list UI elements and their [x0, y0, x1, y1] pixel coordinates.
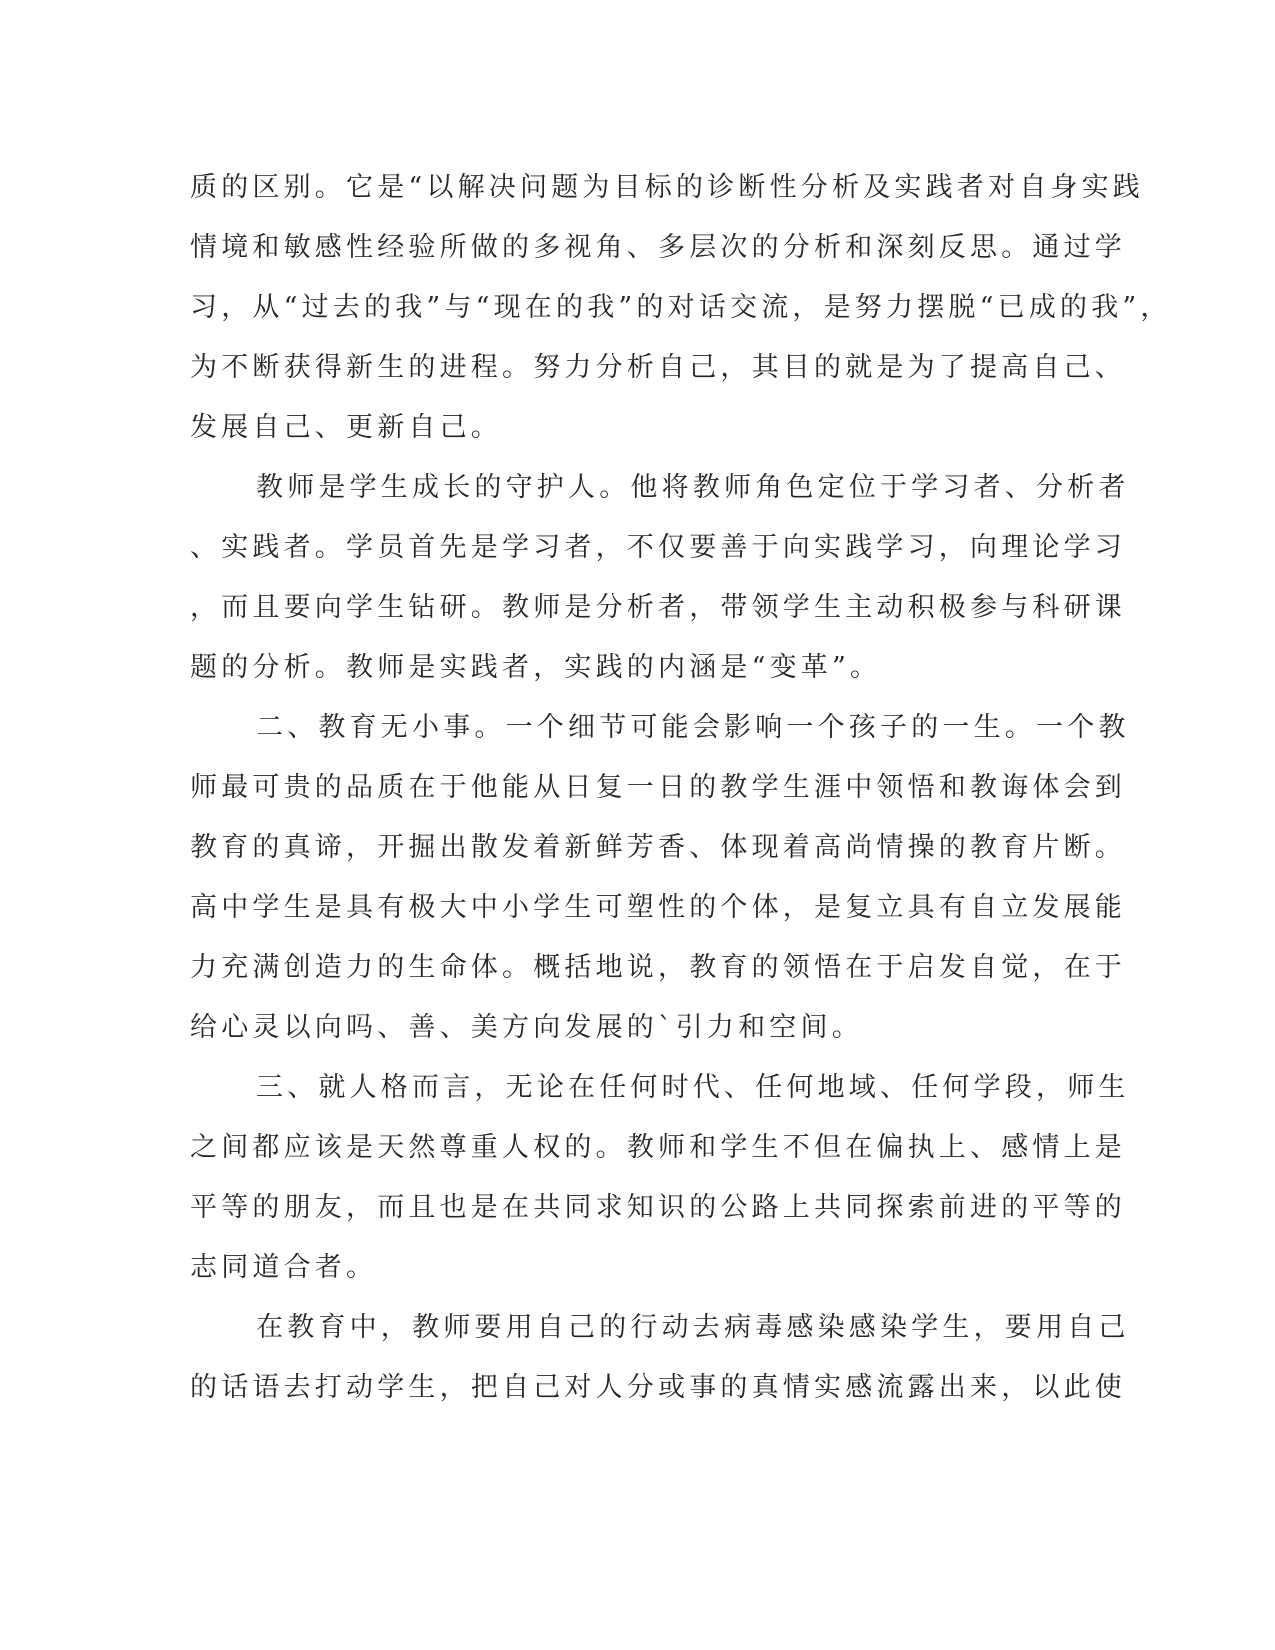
- paragraph-line: 的话语去打动学生，把自己对人分或事的真情实感流露出来，以此使: [190, 1372, 1126, 1403]
- paragraph-line: 、实践者。学员首先是学习者，不仅要善于向实践学习，向理论学习: [190, 532, 1126, 563]
- paragraph-line: 题的分析。教师是实践者，实践的内涵是“变革”。: [190, 652, 882, 683]
- paragraph-2: [190, 458, 1130, 698]
- paragraph-line: 在教育中，教师要用自己的行动去病毒感染感染学生，要用自己: [256, 1312, 1130, 1343]
- paragraph-line: 情境和敏感性经验所做的多视角、多层次的分析和深刻反思。通过学: [190, 232, 1126, 263]
- paragraph-1: [190, 158, 1172, 458]
- paragraph-5: [190, 1298, 1130, 1418]
- paragraph-line: ，而且要向学生钻研。教师是分析者，带领学生主动积极参与科研课: [190, 592, 1126, 623]
- paragraph-line: 质的区别。它是“以解决问题为目标的诊断性分析及实践者对自身实践: [190, 172, 1145, 203]
- paragraph-line: 志同道合者。: [190, 1252, 378, 1283]
- paragraph-line: 三、就人格而言，无论在任何时代、任何地域、任何学段，师生: [256, 1072, 1130, 1103]
- paragraph-line: 教师是学生成长的守护人。他将教师角色定位于学习者、分析者: [256, 472, 1130, 503]
- paragraph-line: 力充满创造力的生命体。概括地说，教育的领悟在于启发自觉，在于: [190, 952, 1126, 983]
- paragraph-line: 习，从“过去的我”与“现在的我”的对话交流，是努力摆脱“已成的我”，: [190, 292, 1172, 323]
- paragraph-line: 发展自己、更新自己。: [190, 412, 502, 443]
- paragraph-line: 平等的朋友，而且也是在共同求知识的公路上共同探索前进的平等的: [190, 1192, 1126, 1223]
- document-body: [190, 158, 1172, 1418]
- paragraph-line: 二、教育无小事。一个细节可能会影响一个孩子的一生。一个教: [256, 712, 1130, 743]
- paragraph-line: 教育的真谛，开掘出散发着新鲜芳香、体现着高尚情操的教育片断。: [190, 832, 1126, 863]
- paragraph-line: 为不断获得新生的进程。努力分析自己，其目的就是为了提高自己、: [190, 352, 1126, 383]
- paragraph-4: [190, 1058, 1130, 1298]
- paragraph-line: 师最可贵的品质在于他能从日复一日的教学生涯中领悟和教诲体会到: [190, 772, 1126, 803]
- paragraph-line: 给心灵以向吗、善、美方向发展的`引力和空间。: [190, 1012, 863, 1043]
- paragraph-3: [190, 698, 1130, 1058]
- paragraph-line: 高中学生是具有极大中小学生可塑性的个体，是复立具有自立发展能: [190, 892, 1126, 923]
- paragraph-line: 之间都应该是天然尊重人权的。教师和学生不但在偏执上、感情上是: [190, 1132, 1126, 1163]
